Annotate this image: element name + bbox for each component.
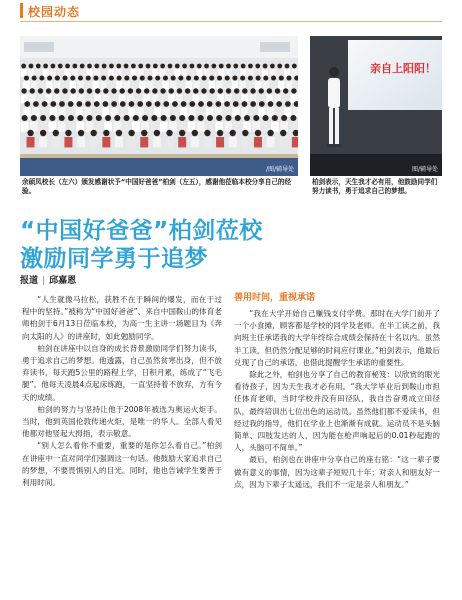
section-header <box>0 0 462 22</box>
byline <box>20 273 76 286</box>
article-paragraph: 柏剑的努力与坚持让他于2008年被选为奥运火炬手。当时，他到英国伦敦传递火炬，是唯一的华人。全部人看见他都对他竖起大拇指，表示敬意。 <box>22 404 222 439</box>
article-paragraph: “人生就像马拉松，获胜不在于瞬间的爆发，而在于过程中的坚持。”被称为“中国好爸爸”、来自中国鞍山的体育老师柏剑于6月13日莅临本校，为高一生主讲一场题目为《奔向太阳的人》的讲座时，如此勉励同学。 <box>22 295 222 341</box>
article-paragraph: 最后，柏剑也在讲座中分享自己的座右铭：“这一辈子要做有意义的事情，因为这辈子短短几十年；对亲人和朋友好一点，因为下辈子太遥远，我们不一定是亲人和朋友。” <box>234 455 440 489</box>
article-paragraph: “我在大学开始自己赚钱支付学费。那时在大学门前开了一个小食摊，顾客都是学校的同学及老师。在半工读之前，我向班主任承诺我的大学年终综合成绩会保持在十名以内。虽然半工读，但仍然分配足够的时间应付课业。”柏剑表示，他最后兑现了自己的承诺，也借此提醒学生承诺的重要性。 <box>234 309 440 367</box>
header-divider <box>20 21 442 22</box>
byline-separator: | <box>42 276 46 286</box>
speaker-photo <box>310 36 442 176</box>
group-photo <box>20 36 298 176</box>
article-right-column <box>234 292 440 491</box>
article-subheading: 善用时间，重视承诺 <box>234 293 316 303</box>
article-paragraph: “别人怎么看你不重要，重要的是你怎么看自己。”柏剑在讲座中一直对同学们强调这一句话。他鼓励大家追求自己的梦想，不要畏惧别人的目光。同时，他也告诫学生要善于利用时间。 <box>22 441 222 488</box>
speaker-photo-credit: 图/辅导处 <box>411 166 438 173</box>
screen-slogan: 亲自上阳阳！ <box>370 62 436 75</box>
byline-label: 报道 <box>20 276 39 286</box>
header-accent-bar <box>20 3 23 18</box>
group-photo-credit: /图/辅导处 <box>265 166 294 173</box>
byline-author: 邱嘉恩 <box>49 276 77 286</box>
speaker-photo-caption: 柏剑表示，天生我才必有用，他鼓励同学们努力读书，勇于追求自己的梦想。 <box>312 178 438 195</box>
article-paragraph: 除此之外，柏剑也分享了自己的教育秘笈：以欣赏的眼光看待孩子，因为天生我才必有用。“我大学毕业后到鞍山市担任体育老师，当时学校并没有田径队，我自告奋勇成立田径队，最终培训出七位出色的运动员。虽然他们都不爱读书，但经过我的指导，他们在学业上也渐渐有成就。运动员不是头脑简单、四肢发达的人，因为能在枪声响起后的0.01秒起跑的人，头脑可不简单。” <box>234 370 440 453</box>
headline-line-1: “中国好爸爸”柏剑莅校 <box>20 218 263 244</box>
group-photo-caption: 余硕凤校长（左六）颁发感谢状予“中国好爸爸”柏剑（左五），感谢他莅临本校分享自己的经验。 <box>22 178 292 195</box>
speaker-photo-illustration <box>310 36 442 176</box>
article-left-column <box>22 292 222 489</box>
group-photo-illustration <box>20 36 298 176</box>
article-paragraph: 柏剑在讲座中以自身的成长背景激励同学们努力读书，勇于追求自己的梦想。他透露，自己虽然贫寒出身，但不放弃读书，每天跑5公里的路程上学，日积月累，练成了“飞毛腿”。他每天凌晨4点起床练跑，一直坚持着不放弃，方有今天的成绩。 <box>22 343 222 402</box>
section-title: 校园动态 <box>28 5 81 19</box>
headline-line-2: 激励同学勇于追梦 <box>20 246 208 272</box>
